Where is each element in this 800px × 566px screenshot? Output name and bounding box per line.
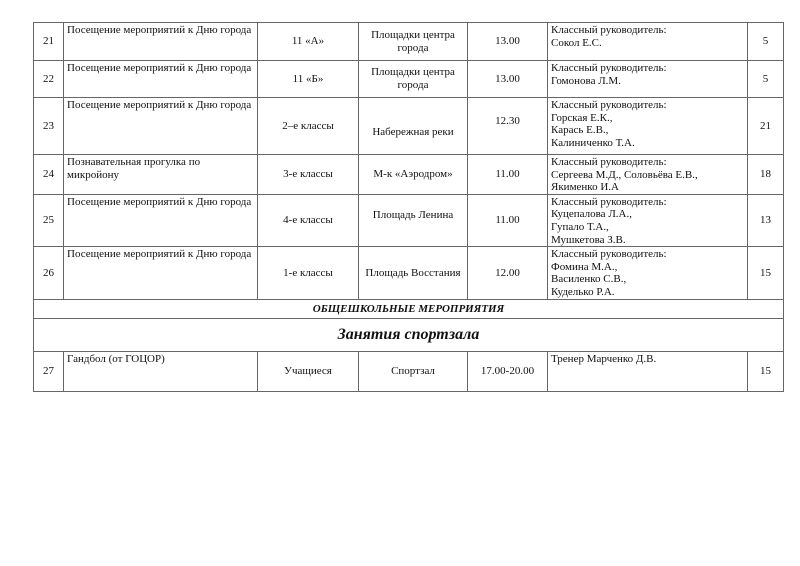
- location-cell: Набережная реки: [359, 98, 468, 155]
- subsection-title-row: [34, 319, 784, 352]
- responsible-line: Классный руководитель:: [551, 99, 667, 111]
- table-row: [34, 23, 784, 61]
- participants-cell: 2–е классы: [258, 98, 359, 155]
- responsible-line: Классный руководитель:: [551, 24, 667, 36]
- time-cell: 13.00: [468, 23, 548, 61]
- location-cell: Площадь Восстания: [359, 247, 468, 300]
- event-name-cell: Гандбол (от ГОЦОР): [64, 352, 258, 392]
- participant-count-cell: 18: [748, 155, 784, 195]
- location-cell: Площадь Ленина: [359, 194, 468, 246]
- responsible-line: Фомина М.А.,: [551, 260, 618, 273]
- responsible-line: Тренер Марченко Д.В.: [551, 353, 657, 366]
- row-number-cell: 21: [34, 23, 64, 61]
- responsible-line: Василенко С.В.,: [551, 273, 627, 286]
- responsible-cell: [548, 61, 748, 98]
- responsible-line: Якименко И.А: [551, 181, 619, 194]
- event-name-cell: Посещение мероприятий к Дню города: [64, 247, 258, 300]
- responsible-line: Сергеева М.Д., Соловьёва Е.В.,: [551, 168, 698, 181]
- responsible-cell: [548, 155, 748, 195]
- participant-count-cell: 15: [748, 352, 784, 392]
- responsible-line: Гупало Т.А.,: [551, 220, 609, 233]
- responsible-cell: [548, 23, 748, 61]
- time-cell: 13.00: [468, 61, 548, 98]
- responsible-line: Классный руководитель:: [551, 195, 667, 208]
- participant-count-cell: 5: [748, 61, 784, 98]
- event-name-cell: Посещение мероприятий к Дню города: [64, 194, 258, 246]
- responsible-cell: [548, 98, 748, 155]
- responsible-line: Сокол Е.С.: [551, 36, 602, 49]
- participant-count-cell: 13: [748, 194, 784, 246]
- participants-cell: 1-е классы: [258, 247, 359, 300]
- row-number-cell: 25: [34, 194, 64, 246]
- location-cell: М-к «Аэродром»: [359, 155, 468, 195]
- location-cell: Площадки центра города: [359, 23, 468, 61]
- row-number-cell: 24: [34, 155, 64, 195]
- responsible-cell: [548, 194, 748, 246]
- event-name-cell: Познавательная прогулка по микройону: [64, 155, 258, 195]
- event-name-cell: Посещение мероприятий к Дню города: [64, 61, 258, 98]
- responsible-line: Классный руководитель:: [551, 248, 667, 261]
- row-number-cell: 26: [34, 247, 64, 300]
- location-cell: Спортзал: [359, 352, 468, 392]
- participant-count-cell: 21: [748, 98, 784, 155]
- participant-count-cell: 15: [748, 247, 784, 300]
- table-row: [34, 194, 784, 246]
- time-cell: 17.00-20.00: [468, 352, 548, 392]
- participants-cell: 4-е классы: [258, 194, 359, 246]
- event-name-cell: Посещение мероприятий к Дню города: [64, 23, 258, 61]
- subsection-title: Занятия спортзала: [34, 319, 784, 352]
- events-table: [33, 22, 784, 392]
- responsible-line: Калиниченко Т.А.: [551, 136, 635, 149]
- location-cell: Площадки центра города: [359, 61, 468, 98]
- section-header-row: [34, 300, 784, 319]
- section-header: ОБЩЕШКОЛЬНЫЕ МЕРОПРИЯТИЯ: [34, 300, 784, 319]
- responsible-line: Гомонова Л.М.: [551, 74, 621, 87]
- table-row: [34, 98, 784, 155]
- responsible-line: Мушкетова З.В.: [551, 233, 626, 246]
- participants-cell: 11 «Б»: [258, 61, 359, 98]
- event-name-cell: Посещение мероприятий к Дню города: [64, 98, 258, 155]
- table-row: [34, 352, 784, 392]
- time-cell: 11.00: [468, 194, 548, 246]
- table-row: [34, 155, 784, 195]
- time-cell: 12.00: [468, 247, 548, 300]
- time-cell: 12.30: [468, 98, 548, 155]
- responsible-line: Классный руководитель:: [551, 156, 667, 168]
- table-row: [34, 247, 784, 300]
- participants-cell: 11 «А»: [258, 23, 359, 61]
- responsible-line: Куделько Р.А.: [551, 285, 615, 298]
- participants-cell: 3-е классы: [258, 155, 359, 195]
- responsible-cell: [548, 247, 748, 300]
- responsible-line: Карась Е.В.,: [551, 124, 609, 137]
- responsible-cell: [548, 352, 748, 392]
- participant-count-cell: 5: [748, 23, 784, 61]
- responsible-line: Куцепалова Л.А.,: [551, 208, 632, 221]
- responsible-line: Горская Е.К.,: [551, 111, 613, 124]
- row-number-cell: 27: [34, 352, 64, 392]
- participants-cell: Учащиеся: [258, 352, 359, 392]
- row-number-cell: 22: [34, 61, 64, 98]
- table-row: [34, 61, 784, 98]
- row-number-cell: 23: [34, 98, 64, 155]
- responsible-line: Классный руководитель:: [551, 62, 667, 74]
- time-cell: 11.00: [468, 155, 548, 195]
